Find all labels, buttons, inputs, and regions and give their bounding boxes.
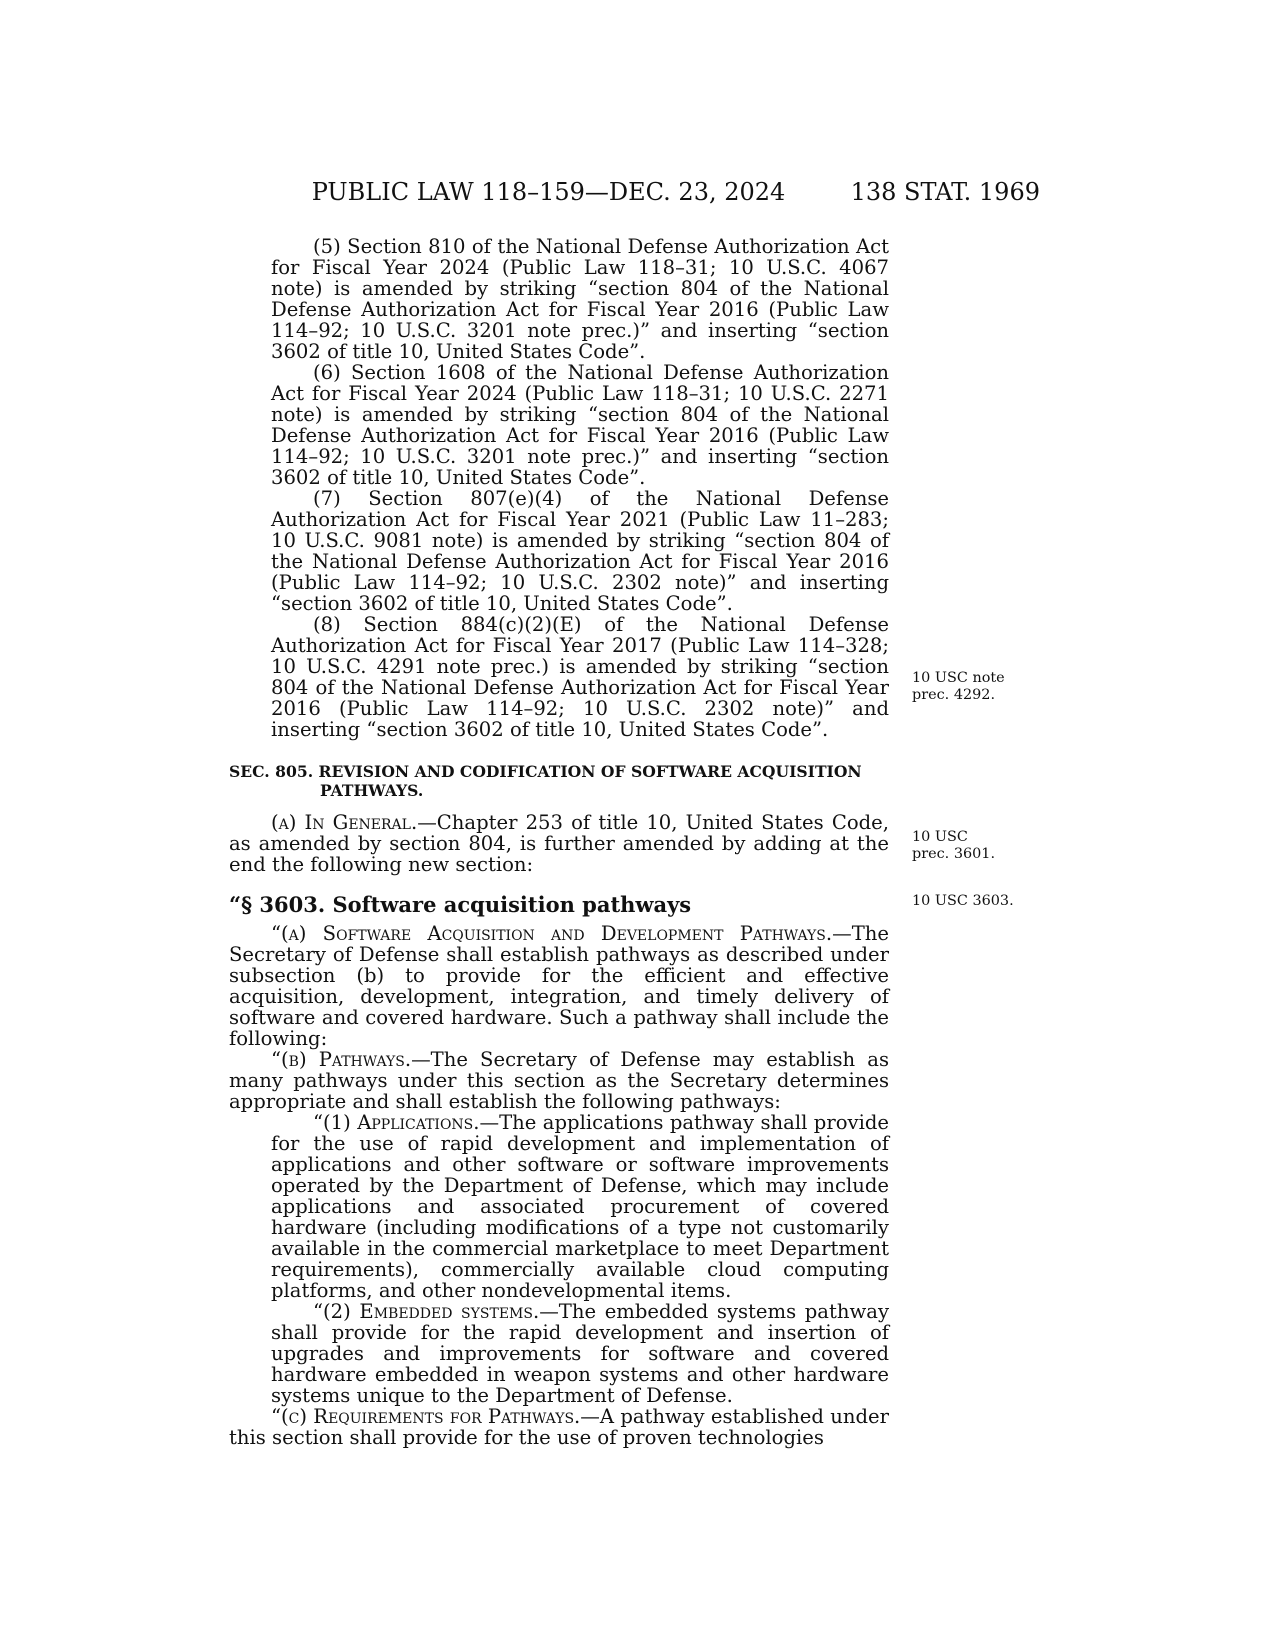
paragraph-7: (7) Section 807(e)(4) of the National Defense Authorization Act for Fiscal Year 2021 (Public Law 11–283; 10 U.S.C. 9081 note) is amended by striking “section 804 of the National Defense Authorization Act for Fiscal Year 2016 (Public Law 114–92; 10 U.S.C. 2302 note)” and inserting “section 3602 of title 10, United States Code”. <box>271 487 889 615</box>
paragraph-label: “(2) Embedded systems. <box>313 1300 540 1323</box>
margin-note-usc-4292 <box>912 670 1052 704</box>
subsection-text: —A pathway established under this section shall provide for the use of proven technologies <box>229 1405 889 1449</box>
body-text <box>229 236 889 1448</box>
paragraph-text: —The embedded systems pathway shall provide for the rapid development and insertion of upgrades and improvements for software and covered hardware embedded in weapon systems and other hardware systems unique to the Department of Defense. <box>271 1300 890 1407</box>
margin-note-line: 10 USC <box>912 829 968 845</box>
quoted-paragraph-b1 <box>229 1112 889 1301</box>
subsection-label: “(b) Pathways. <box>271 1048 412 1071</box>
margin-note-line: prec. 4292. <box>912 687 996 703</box>
paragraph-6: (6) Section 1608 of the National Defense Authorization Act for Fiscal Year 2024 (Public Law 118–31; 10 U.S.C. 2271 note) is amended by striking “section 804 of the National Defense Authorization Act for Fiscal Year 2016 (Public Law 114–92; 10 U.S.C. 3201 note prec.)” and inserting “section 3602 of title 10, United States Code”. <box>271 361 889 489</box>
law-title: PUBLIC LAW 118–159—DEC. 23, 2024 <box>311 178 786 206</box>
subsection-label: “(c) Requirements for Pathways. <box>271 1405 581 1428</box>
subsection-text: —The Secretary of Defense shall establish pathways as described under subsection (b) to provide for the efficient and effective acquisition, development, integration, and timely delivery of software and covered hardware. Such a pathway shall include the following: <box>229 922 889 1050</box>
quoted-subsection-c <box>229 1406 889 1448</box>
paragraph-text: —The applications pathway shall provide for the use of rapid development and implementation of applications and other software or software improvements operated by the Department of Defense, which may include applications and associated procurement of covered hardware (including modifications of a type not customarily available in the commercial marketplace to meet Department requirements), commercially available cloud computing platforms, and other nondevelopmental items. <box>271 1111 889 1302</box>
stat-page-number: 138 STAT. 1969 <box>850 178 1040 206</box>
quoted-subsection-a <box>229 923 889 1049</box>
paragraph-5: (5) Section 810 of the National Defense Authorization Act for Fiscal Year 2024 (Public Law 118–31; 10 U.S.C. 4067 note) is amended by striking “section 804 of the National Defense Authorization Act for Fiscal Year 2016 (Public Law 114–92; 10 U.S.C. 3201 note prec.)” and inserting “section 3602 of title 10, United States Code”. <box>271 235 889 363</box>
paragraph-8: (8) Section 884(c)(2)(E) of the National Defense Authorization Act for Fiscal Year 2017 (Public Law 114–328; 10 U.S.C. 4291 note prec.) is amended by striking “section 804 of the National Defense Authorization Act for Fiscal Year 2016 (Public Law 114–92; 10 U.S.C. 2302 note)” and inserting “section 3602 of title 10, United States Code”. <box>271 613 889 741</box>
subsection-text: —Chapter 253 of title 10, United States Code, as amended by section 804, is further amended by adding at the end the following new section: <box>229 811 889 876</box>
margin-note-usc-3601 <box>912 829 1052 863</box>
margin-note-line: 10 USC note <box>912 670 1005 686</box>
margin-note-line: prec. 3601. <box>912 846 996 862</box>
subsection-label: “(a) Software Acquisition and Development Pathways. <box>271 922 833 945</box>
subsection-text: —The Secretary of Defense may establish as many pathways under this section as the Secretary determines appropriate and shall establish the following pathways: <box>229 1048 890 1113</box>
page-header <box>0 178 1275 218</box>
paragraph-label: “(1) Applications. <box>313 1111 480 1134</box>
subsection-a-in-general <box>229 812 889 875</box>
quoted-paragraph-b2 <box>229 1301 889 1406</box>
quoted-subsection-b <box>229 1049 889 1112</box>
subsection-label: (a) In General. <box>271 811 418 834</box>
section-3603-title: “§ 3603. Software acquisition pathways <box>229 892 692 917</box>
margin-note-usc-3603: 10 USC 3603. <box>912 893 1014 909</box>
section-805-heading: SEC. 805. REVISION AND CODIFICATION OF SOFTWARE ACQUISITION PATHWAYS. <box>229 762 862 800</box>
